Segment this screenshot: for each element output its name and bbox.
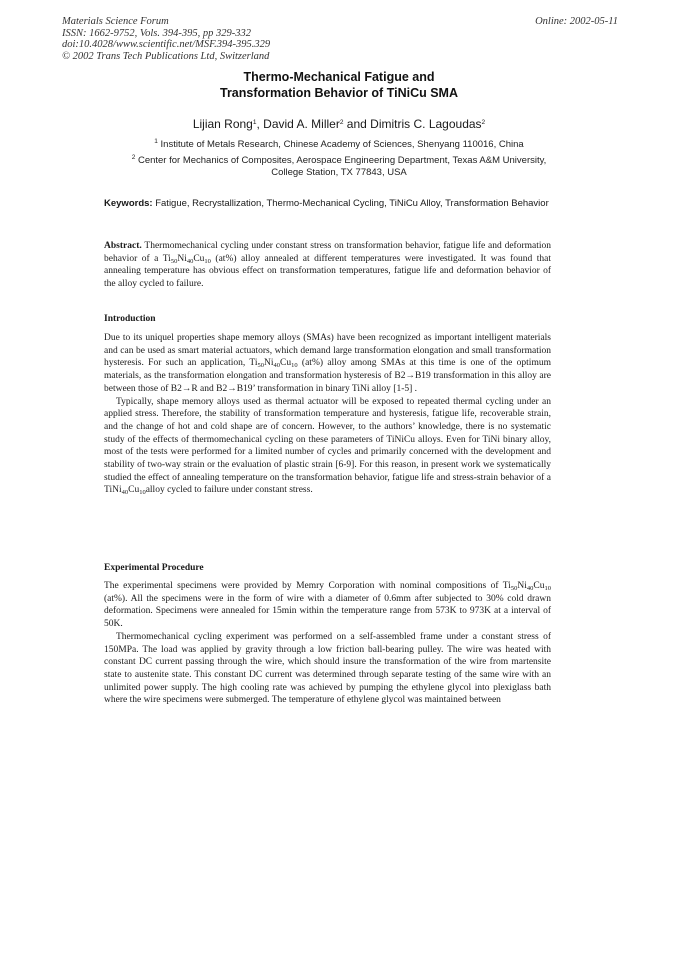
affiliation-1-marker: 1	[154, 138, 158, 145]
body-text: (at%). All the specimens were in the form of wire with a diameter of 0.6mm after subjected to 30% cold drawn deformation. Specimens were annealed for 15min within the temperature range from 573K to 973K at a interval of 50K.	[104, 593, 551, 630]
experimental-paragraph-1	[104, 580, 551, 631]
subscript: 50	[170, 257, 178, 265]
body-text: Cu	[280, 358, 292, 369]
body-text: alloy cycled to failure under constant stress.	[145, 485, 313, 496]
introduction-paragraph-2	[104, 396, 551, 498]
subscript: 10	[544, 585, 551, 592]
keywords-label: Keywords:	[104, 198, 153, 209]
author-lagoudas-affil: 2	[481, 119, 486, 126]
author-separator: ,	[256, 117, 264, 131]
author-rong: Lijian Rong	[192, 117, 253, 131]
subscript: 40	[186, 257, 194, 265]
author-miller-affil: 2	[339, 119, 344, 126]
issn-line: ISSN: 1662-9752, Vols. 394-395, pp 329-332	[62, 27, 251, 39]
subscript: 10	[204, 257, 211, 265]
body-text: Cu	[533, 581, 545, 591]
abstract-text: Ni	[177, 253, 187, 264]
body-text: The experimental specimens were provided by Memry Corporation with nominal compositions of Ti	[104, 581, 511, 591]
abstract-label: Abstract.	[104, 241, 142, 251]
affiliation-2-marker: 2	[131, 154, 136, 161]
subscript: 10	[291, 362, 298, 370]
subscript: 50	[257, 362, 265, 370]
author-list	[100, 117, 578, 132]
body-text: Ni	[264, 358, 274, 369]
online-date: Online: 2002-05-11	[535, 16, 618, 27]
subscript: 40	[273, 362, 281, 370]
body-text: Ni	[517, 581, 527, 591]
paper-title	[100, 69, 578, 101]
abstract-paragraph	[104, 240, 551, 291]
title-line-2: Transformation Behavior of TiNiCu SMA	[220, 86, 458, 100]
experimental-paragraph-2: Thermomechanical cycling experiment was performed on a self-assembled frame under a constant stress of 150MPa. The load was applied by gravity through a low friction ball-bearing pulley. The wire was heated with constant DC current passing through the wire, which should insure the transformation of the wire from martensite state to austenite state. This constant DC current was determined through separate testing of the same wire with an unlimited power supply. The high cooling rate was achieved by pumping the ethylene glycol into plexiglass bath where the wire specimens were submerged. The temperature of ethylene glycol was maintained between	[104, 631, 551, 706]
author-miller: David A. Miller	[263, 117, 340, 131]
abstract-text: (at%) alloy annealed at different temperatures were investigated. It was found that annealing temperature has obvious effect on transformation temperatures, fatigue life and deformation behavior of the alloy cycled to failure.	[104, 253, 551, 290]
subscript: 40	[526, 585, 534, 592]
copyright-line: © 2002 Trans Tech Publications Ltd, Switzerland	[62, 50, 270, 62]
author-rong-affil: 1	[252, 119, 257, 126]
experimental-body	[104, 580, 551, 707]
experimental-heading: Experimental Procedure	[104, 563, 204, 573]
keywords-text: Fatigue, Recrystallization, Thermo-Mechanical Cycling, TiNiCu Alloy, Transformation Behavior	[152, 198, 549, 209]
introduction-paragraph-1	[104, 332, 551, 396]
body-text: Typically, shape memory alloys used as thermal actuator will be exposed to repeated thermal cycling under an applied stress. Therefore, the stability of transformation temperature and hysteresis, fatigue life, recoverable strain, and the change of hot and cold shape are of concern. However, to the authors’ knowledge, there is no systematic study of the effects of thermomechanical cycling on these parameters of TiNiCu alloys. Even for TiNi binary alloy, most of the tests were performed for a limited number of cycles and primarily concerned with the development and stability of two-way strain or the evaluation of plastic strain [6-9]. For this reason, in present work we systematically studied the effect of annealing temperature on the transformation behavior, fatigue life and stress-strain behavior of a TiNi	[104, 396, 551, 496]
subscript: 50	[510, 585, 518, 592]
affiliation-1	[115, 139, 563, 151]
affiliation-2-text: Center for Mechanics of Composites, Aerospace Engineering Department, Texas A&M University, College Station, TX 77843, USA	[135, 155, 547, 178]
body-text: Due to its uniquel properties shape memory alloys (SMAs) have been recognized as important intelligent materials and can be used as smart material actuators, which demand large transformation elongation and small transformation hysteresis. For such an application, Ti	[104, 333, 551, 369]
journal-name: Materials Science Forum	[62, 16, 169, 27]
subscript: 40	[121, 489, 129, 497]
page-header	[62, 16, 618, 62]
author-separator: and	[343, 117, 371, 131]
body-text: Cu	[128, 485, 140, 496]
abstract-text: Thermomechanical cycling under constant stress on transformation behavior, fatigue life and deformation behavior of a Ti	[104, 241, 551, 264]
author-lagoudas: Dimitris C. Lagoudas	[370, 117, 482, 131]
doi-line: doi:10.4028/www.scientific.net/MSF.394-395.329	[62, 39, 271, 50]
body-text: (at%) alloy among SMAs at this time is one of the optimum materials, as the transformation elongation and transformation hysteresis of B2→B19 transformation in this alloy are between those of B2→R and B2→B19’ transformation in binary TiNi alloy [1-5] .	[104, 358, 551, 394]
affiliations	[115, 139, 563, 183]
title-line-1: Thermo-Mechanical Fatigue and	[243, 70, 435, 84]
subscript: 10	[139, 489, 146, 497]
affiliation-1-text: Institute of Metals Research, Chinese Academy of Sciences, Shenyang 110016, China	[157, 139, 524, 150]
introduction-heading: Introduction	[104, 314, 156, 324]
abstract	[104, 240, 551, 291]
introduction-body	[104, 332, 551, 497]
abstract-text: Cu	[193, 253, 205, 264]
affiliation-2	[115, 155, 563, 179]
keywords	[104, 198, 556, 210]
